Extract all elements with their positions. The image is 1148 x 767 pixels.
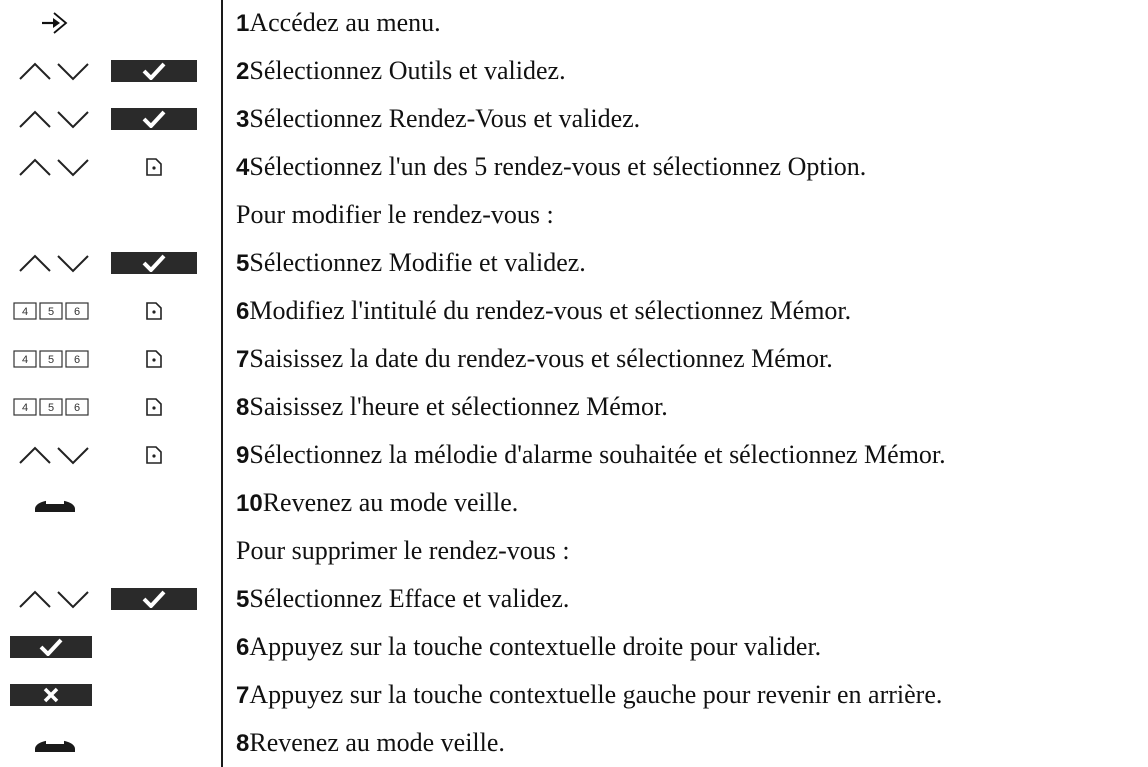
soft-key-icon — [110, 144, 198, 190]
step-text: 5Sélectionnez Efface et validez. — [236, 584, 570, 613]
svg-text:4: 4 — [21, 306, 29, 318]
validate-key-icon — [110, 240, 198, 286]
svg-text:5: 5 — [47, 354, 55, 366]
validate-key-icon — [110, 48, 198, 94]
section-heading-row — [0, 528, 1148, 574]
svg-text:5: 5 — [47, 402, 55, 414]
step-text: 6Appuyez sur la touche contextuelle droite pour valider. — [236, 632, 822, 661]
step-text: 3Sélectionnez Rendez-Vous et validez. — [236, 104, 641, 133]
up-down-arrows-icon — [16, 48, 94, 94]
hang-up-icon — [16, 480, 94, 526]
step-text: 2Sélectionnez Outils et validez. — [236, 56, 566, 85]
step-row — [0, 240, 1148, 286]
step-text: 10Revenez au mode veille. — [236, 488, 519, 517]
up-down-arrows-icon — [16, 144, 94, 190]
validate-key-icon — [110, 576, 198, 622]
soft-key-icon — [110, 384, 198, 430]
svg-text:4: 4 — [21, 354, 29, 366]
step-text: 9Sélectionnez la mélodie d'alarme souhaitée et sélectionnez Mémor. — [236, 440, 946, 469]
soft-key-icon — [110, 432, 198, 478]
step-row — [0, 480, 1148, 526]
svg-text:6: 6 — [73, 402, 81, 414]
step-row — [0, 384, 1148, 430]
svg-text:5: 5 — [47, 306, 55, 318]
svg-text:6: 6 — [73, 354, 81, 366]
step-row — [0, 672, 1148, 718]
menu-enter-icon — [16, 0, 94, 46]
validate-key-icon — [110, 96, 198, 142]
keypad-icon — [6, 288, 96, 334]
step-text: 8Saisissez l'heure et sélectionnez Mémor. — [236, 392, 668, 421]
up-down-arrows-icon — [16, 432, 94, 478]
step-row — [0, 48, 1148, 94]
step-text: 5Sélectionnez Modifie et validez. — [236, 248, 586, 277]
step-text: 7Saisissez la date du rendez-vous et sélectionnez Mémor. — [236, 344, 833, 373]
step-row — [0, 96, 1148, 142]
keypad-icon — [6, 336, 96, 382]
step-text: 4Sélectionnez l'un des 5 rendez-vous et sélectionnez Option. — [236, 152, 867, 181]
step-text: 8Revenez au mode veille. — [236, 728, 505, 757]
step-row — [0, 144, 1148, 190]
section-heading: Pour supprimer le rendez-vous : — [236, 536, 570, 565]
soft-key-icon — [110, 288, 198, 334]
step-row — [0, 288, 1148, 334]
step-row — [0, 0, 1148, 46]
up-down-arrows-icon — [16, 240, 94, 286]
step-text: 1Accédez au menu. — [236, 8, 441, 37]
step-row — [0, 624, 1148, 670]
step-text: 6Modifiez l'intitulé du rendez-vous et sélectionnez Mémor. — [236, 296, 852, 325]
step-row — [0, 720, 1148, 766]
step-row — [0, 576, 1148, 622]
section-heading: Pour modifier le rendez-vous : — [236, 200, 554, 229]
cancel-key-icon — [6, 672, 96, 718]
step-row — [0, 432, 1148, 478]
up-down-arrows-icon — [16, 96, 94, 142]
section-heading-row — [0, 192, 1148, 238]
step-text: 7Appuyez sur la touche contextuelle gauche pour revenir en arrière. — [236, 680, 943, 709]
up-down-arrows-icon — [16, 576, 94, 622]
svg-text:6: 6 — [73, 306, 81, 318]
hang-up-icon — [16, 720, 94, 766]
svg-text:4: 4 — [21, 402, 29, 414]
keypad-icon — [6, 384, 96, 430]
step-row — [0, 336, 1148, 382]
soft-key-icon — [110, 336, 198, 382]
validate-key-icon — [6, 624, 96, 670]
